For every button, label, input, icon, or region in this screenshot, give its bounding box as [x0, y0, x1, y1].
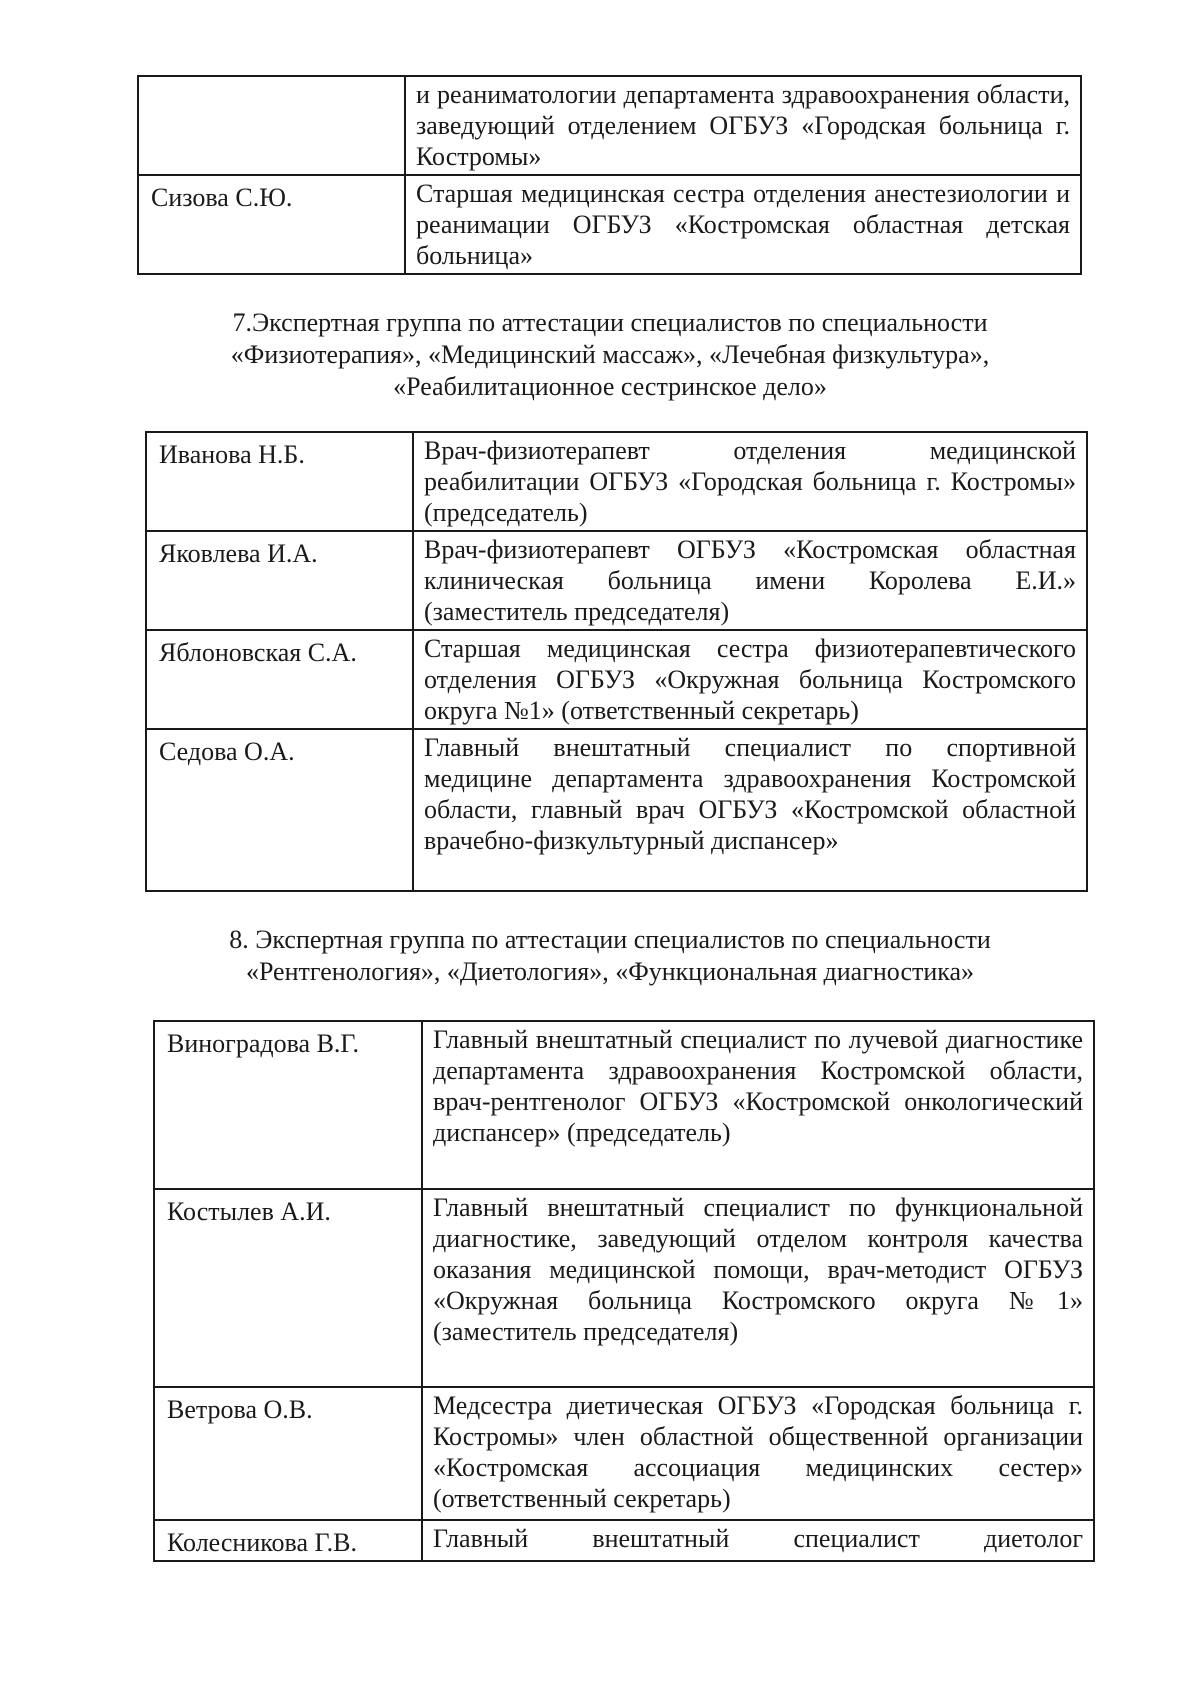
member-description: и реаниматологии департамента здравоохранения области, заведующий отделением ОГБУЗ «Городская больница г. Костромы» [405, 76, 1081, 175]
section-7-members-table [145, 431, 1088, 892]
table-row [154, 1387, 1094, 1520]
member-name: Яковлева И.А. [146, 531, 413, 630]
heading-line: «Физиотерапия», «Медицинский массаж», «Лечебная физкультура», [230, 340, 990, 369]
member-description: Врач-физиотерапевт ОГБУЗ «Костромская областная клиническая больница имени Королева Е.И.» (заместитель председателя) [413, 531, 1087, 630]
table-row [154, 1189, 1094, 1387]
table-row [138, 175, 1081, 274]
member-name: Яблоновская С.А. [146, 630, 413, 729]
table-row [146, 630, 1087, 729]
member-description: Главный внештатный специалист по функциональной диагностике, заведующий отделом контроля качества оказания медицинской помощи, врач-методист ОГБУЗ «Окружная больница Костромского округа №1» (заместитель председателя) [422, 1189, 1094, 1387]
heading-line: «Реабилитационное сестринское дело» [393, 372, 827, 401]
section-7-heading [130, 307, 1090, 403]
table-row [146, 531, 1087, 630]
table-row [146, 729, 1087, 891]
table-row [154, 1021, 1094, 1189]
table-row [146, 432, 1087, 531]
member-name: Колесникова Г.В. [154, 1520, 422, 1561]
member-name: Ветрова О.В. [154, 1387, 422, 1520]
member-description: Главный внештатный специалист диетолог [422, 1520, 1094, 1561]
member-description: Главный внештатный специалист по лучевой диагностике департамента здравоохранения Костромской области, врач-рентгенолог ОГБУЗ «Костромской онкологический диспансер» (председатель) [422, 1021, 1094, 1189]
section-8-members-table [153, 1020, 1095, 1562]
heading-line: «Рентгенология», «Диетология», «Функциональная диагностика» [245, 957, 975, 986]
member-description: Медсестра диетическая ОГБУЗ «Городская больница г. Костромы» член областной общественной организации «Костромская ассоциация медицинских сестер» (ответственный секретарь) [422, 1387, 1094, 1520]
members-table-continued [137, 75, 1082, 275]
table-row [138, 76, 1081, 175]
heading-line: 8. Экспертная группа по аттестации специалистов по специальности [229, 925, 991, 954]
member-description: Старшая медицинская сестра отделения анестезиологии и реанимации ОГБУЗ «Костромская областная детская больница» [405, 175, 1081, 274]
member-description: Главный внештатный специалист по спортивной медицине департамента здравоохранения Костромской области, главный врач ОГБУЗ «Костромской областной врачебно-физкультурный диспансер» [413, 729, 1087, 891]
member-name [138, 76, 405, 175]
section-8-heading [130, 924, 1090, 988]
member-description: Старшая медицинская сестра физиотерапевтического отделения ОГБУЗ «Окружная больница Костромского округа №1» (ответственный секретарь) [413, 630, 1087, 729]
table-row [154, 1520, 1094, 1561]
member-name: Костылев А.И. [154, 1189, 422, 1387]
member-name: Сизова С.Ю. [138, 175, 405, 274]
member-name: Виноградова В.Г. [154, 1021, 422, 1189]
member-name: Иванова Н.Б. [146, 432, 413, 531]
heading-line: 7.Экспертная группа по аттестации специалистов по специальности [232, 308, 988, 337]
member-name: Седова О.А. [146, 729, 413, 891]
member-description: Врач-физиотерапевт отделения медицинской реабилитации ОГБУЗ «Городская больница г. Костромы» (председатель) [413, 432, 1087, 531]
